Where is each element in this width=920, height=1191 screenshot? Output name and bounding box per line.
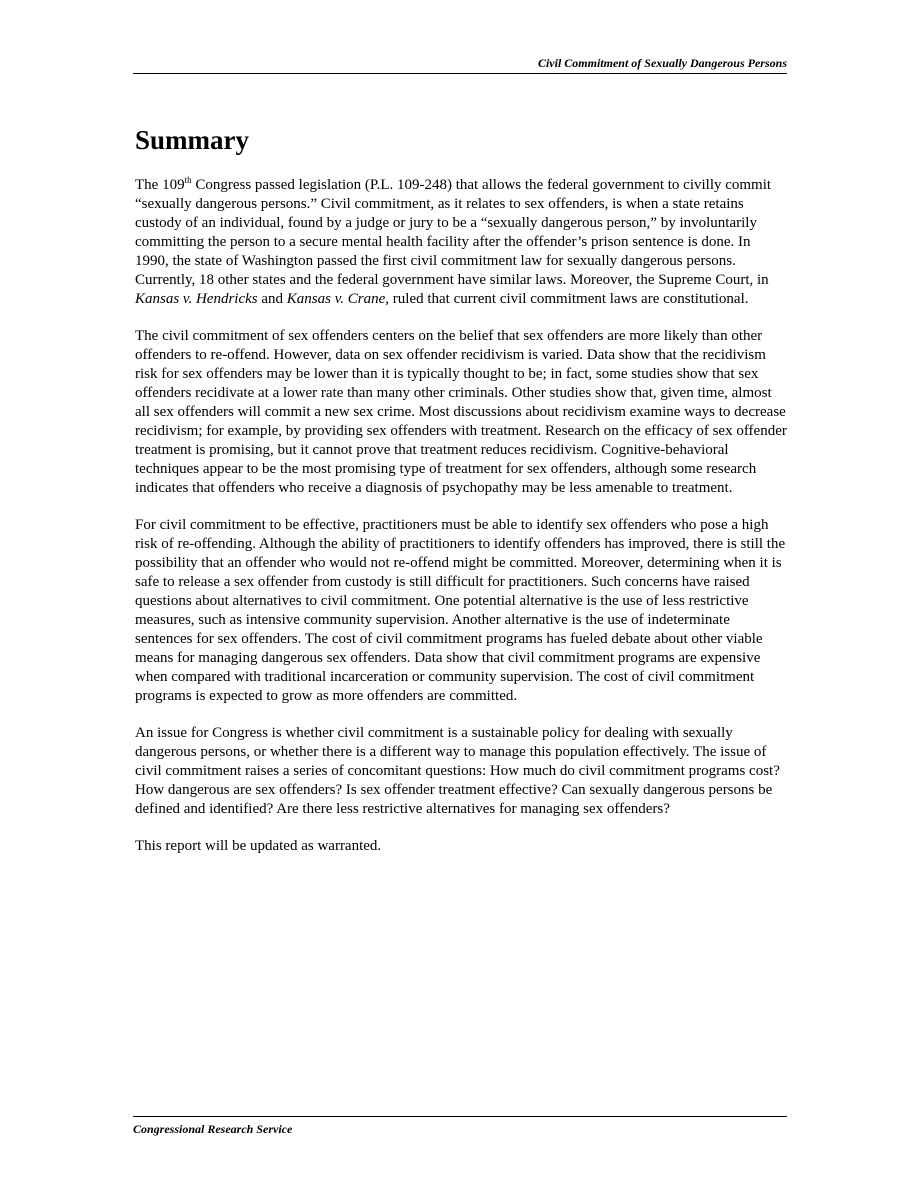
summary-paragraph-4: An issue for Congress is whether civil commitment is a sustainable policy for dealing with sexually dangerous persons, or whether there is a different way to manage this population effectively. The issue of civil commitment raises a series of concomitant questions: How much do civil commitment programs cost? How dangerous are sex offenders? Is sex offender treatment effective? Can sexually dangerous persons be defined and identified? Are there less restrictive alternatives for managing sex offenders? [135,725,780,817]
summary-paragraph-5: This report will be updated as warranted. [135,838,382,854]
summary-paragraph-1 [135,176,787,309]
page-title: Summary [135,125,249,155]
p1-text-d: , ruled that current civil commitment laws are constitutional. [385,291,749,307]
p1-text-a: The 109 [135,177,185,193]
summary-paragraph-3: For civil commitment to be effective, practitioners must be able to identify sex offenders who pose a high risk of re-offending. Although the ability of practitioners to identify offenders has improved, there is still the possibility that an offender who would not re-offend might be committed. Moreover, determining when it is safe to release a sex offender from custody is still difficult for practitioners. Such concerns have raised questions about alternatives to civil commitment. One potential alternative is the use of less restrictive measures, such as intensive community supervision. Another alternative is the use of indeterminate sentences for sex offenders. The cost of civil commitment programs has fueled debate about other viable means for managing dangerous sex offenders. Data show that civil commitment programs are expensive when compared with traditional incarceration or community supervision. The cost of civil commitment programs is expected to grow as more offenders are committed. [135,517,786,704]
p1-text-c: and [257,291,287,307]
summary-paragraph-2: The civil commitment of sex offenders centers on the belief that sex offenders are more likely than other offenders to re-offend. However, data on sex offender recidivism is varied. Data show that the recidivism risk for sex offenders may be lower than it is typically thought to be; in fact, some studies show that sex offenders recidivate at a lower rate than many other criminals. Other studies show that, given time, almost all sex offenders will commit a new sex crime. Most discussions about recidivism examine ways to decrease recidivism; for example, by providing sex offenders with treatment. Research on the efficacy of sex offender treatment is promising, but it cannot prove that treatment reduces recidivism. Cognitive-behavioral techniques appear to be the most promising type of treatment for sex offenders, although some research indicates that offenders who receive a diagnosis of psychopathy may be less amenable to treatment. [135,328,787,496]
case-name-hendricks: Kansas v. Hendricks [135,291,258,307]
running-footer [133,1116,787,1136]
p1-text-b: Congress passed legislation (P.L. 109-248) that allows the federal government to civilly commit “sexually dangerous persons.” Civil commitment, as it relates to sex offenders, is when a state retains custody of an individual, found by a judge or jury to be a “sexually dangerous person,” by involuntarily committing the person to a secure mental health facility after the offender’s prison sentence is done. In 1990, the state of Washington passed the first civil commitment law for sexually dangerous persons. Currently, 18 other states and the federal government have similar laws. Moreover, the Supreme Court, in [135,177,772,288]
case-name-crane: Kansas v. Crane [286,291,386,307]
running-header [133,56,787,74]
footer-organization: Congressional Research Service [133,1122,293,1136]
p1-ordinal-suffix: th [184,175,192,185]
running-header-title: Civil Commitment of Sexually Dangerous Persons [537,56,787,70]
summary-body [135,176,787,874]
